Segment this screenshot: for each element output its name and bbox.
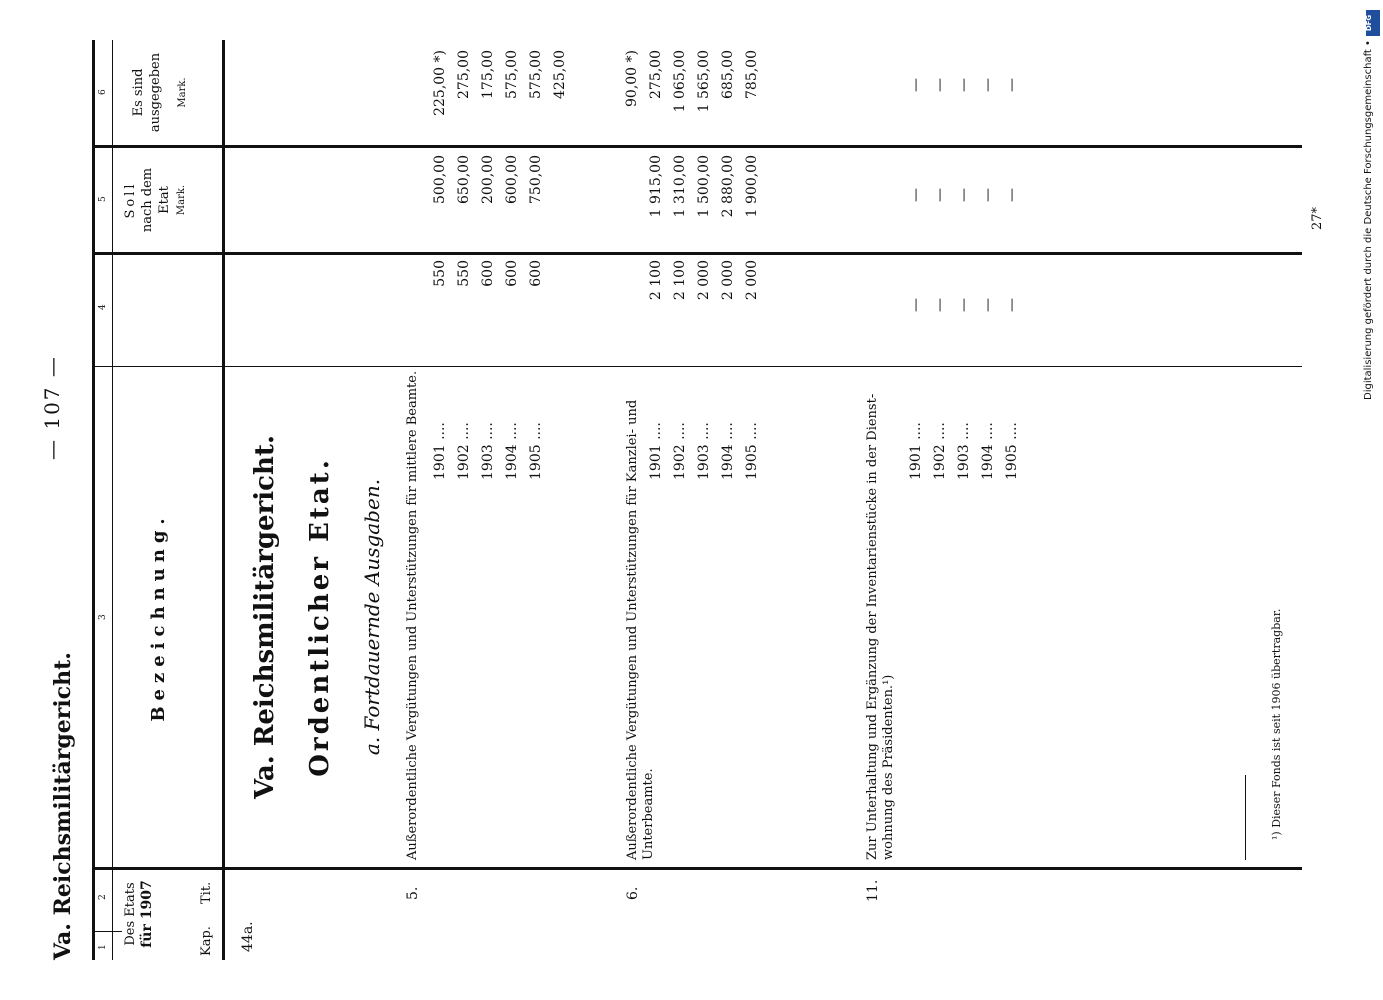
entry-11-row-4-soll: — bbox=[980, 298, 996, 312]
entry-5-row-3-reste: 175,00 bbox=[480, 50, 496, 99]
entry-6-row-4-reste: 1 565,00 bbox=[696, 50, 712, 113]
entry-11-row-2-ausgegeben: — bbox=[932, 188, 948, 202]
entry-11-description bbox=[865, 394, 897, 860]
entry-5-row-6-reste: 425,00 bbox=[552, 50, 568, 99]
entry-11-row-1-soll: — bbox=[908, 298, 924, 312]
header-ausgegeben-unit: Mark. bbox=[177, 77, 188, 108]
entry-6-row-1-reste: 90,00 *) bbox=[624, 50, 640, 107]
header-soll-unit: Mark. bbox=[176, 184, 187, 216]
header-ausgegeben-line2: ausgegeben bbox=[148, 52, 163, 133]
entry-6-row-3-ausgegeben: 1 310,00 bbox=[672, 155, 688, 218]
header-soll-line3: Etat bbox=[157, 186, 172, 214]
entry-11-row-2-year: 1902 .... bbox=[932, 422, 948, 480]
entry-11-row-4-reste: — bbox=[980, 78, 996, 92]
entry-11-row-3-ausgegeben: — bbox=[956, 188, 972, 202]
entry-6-row-2-soll: 2 100 bbox=[648, 260, 664, 301]
footnote-rule bbox=[1245, 775, 1246, 860]
entry-5-row-4-year: 1904 .... bbox=[504, 422, 520, 480]
entry-6-description-line1: Außerordentliche Vergütungen und Unterstützungen für Kanzlei- und bbox=[625, 399, 640, 860]
signature-mark: 27* bbox=[1310, 206, 1325, 230]
entry-5-row-5-soll: 600 bbox=[528, 260, 544, 287]
entry-5-row-1-year: 1901 .... bbox=[432, 422, 448, 480]
digitization-credit bbox=[1363, 8, 1381, 998]
entry-6-row-5-soll: 2 000 bbox=[720, 260, 736, 301]
header-des-etats-line2: für 1907 bbox=[139, 880, 155, 948]
chapter-title: Va. Reichsmilitärgericht. bbox=[250, 435, 280, 799]
colnum-rule bbox=[112, 40, 113, 960]
entry-5-row-2-reste: 275,00 bbox=[456, 50, 472, 99]
col-divider-1 bbox=[92, 931, 122, 932]
entry-6-row-3-reste: 1 065,00 bbox=[672, 50, 688, 113]
entry-6-row-3-soll: 2 100 bbox=[672, 260, 688, 301]
entry-6-row-4-ausgegeben: 1 500,00 bbox=[696, 155, 712, 218]
section-title: a. Fortdauernde Ausgaben. bbox=[360, 478, 384, 756]
entry-6-description-line2: Unterbeamte. bbox=[641, 768, 656, 860]
entry-5-row-4-soll: 600 bbox=[504, 260, 520, 287]
entry-11-row-4-ausgegeben: — bbox=[980, 188, 996, 202]
col-divider-4 bbox=[92, 252, 1302, 255]
entry-6-row-3-year: 1902 .... bbox=[672, 422, 688, 480]
entry-11-row-2-soll: — bbox=[932, 298, 948, 312]
entry-5-row-5-year: 1905 .... bbox=[528, 422, 544, 480]
entry-11-row-5-soll: — bbox=[1004, 298, 1020, 312]
page-number: — 107 — bbox=[40, 355, 64, 460]
entry-5-row-4-reste: 575,00 bbox=[504, 50, 520, 99]
entry-11-row-1-year: 1901 .... bbox=[908, 422, 924, 480]
entry-6-row-5-reste: 685,00 bbox=[720, 50, 736, 99]
entry-11-description-line2: wohnung des Präsidenten.¹) bbox=[881, 674, 896, 860]
header-bottom-rule bbox=[222, 40, 225, 960]
entry-11-row-3-year: 1903 .... bbox=[956, 422, 972, 480]
entry-6-row-5-year: 1904 .... bbox=[720, 422, 736, 480]
header-ausgegeben bbox=[130, 40, 191, 145]
entry-6-row-6-ausgegeben: 1 900,00 bbox=[744, 155, 760, 218]
entry-5-row-1-reste: 225,00 *) bbox=[432, 50, 448, 116]
header-des-etats bbox=[122, 870, 156, 958]
entry-5-description: Außerordentliche Vergütungen und Unterstützungen für mittlere Beamte. bbox=[405, 370, 420, 860]
footnote: ¹) Dieser Fonds ist seit 1906 übertragbar. bbox=[1270, 608, 1283, 840]
entry-11-description-line1: Zur Unterhaltung und Ergänzung der Inventarienstücke in der Dienst- bbox=[865, 393, 880, 860]
colnum-5: 5 bbox=[98, 196, 108, 202]
etat-title: Ordentlicher Etat. bbox=[305, 457, 335, 777]
entry-5-row-1-soll: 550 bbox=[432, 260, 448, 287]
entry-11-row-5-year: 1905 .... bbox=[1004, 422, 1020, 480]
entry-5-row-3-soll: 600 bbox=[480, 260, 496, 287]
colnum-2: 2 bbox=[98, 894, 108, 900]
entry-11-row-1-ausgegeben: — bbox=[908, 188, 924, 202]
entry-6-row-2-ausgegeben: 1 915,00 bbox=[648, 155, 664, 218]
header-soll-line1: Soll bbox=[123, 181, 138, 219]
entry-11-row-2-reste: — bbox=[932, 78, 948, 92]
entry-6-row-6-reste: 785,00 bbox=[744, 50, 760, 99]
entry-11-row-5-reste: — bbox=[1004, 78, 1020, 92]
header-soll-line2: nach dem bbox=[140, 167, 155, 233]
entry-11-row-5-ausgegeben: — bbox=[1004, 188, 1020, 202]
entry-6-row-4-soll: 2 000 bbox=[696, 260, 712, 301]
entry-6-row-6-year: 1905 .... bbox=[744, 422, 760, 480]
entry-6-row-5-ausgegeben: 2 880,00 bbox=[720, 155, 736, 218]
colnum-3: 3 bbox=[98, 614, 108, 620]
header-tit: Tit. bbox=[199, 881, 214, 904]
colnum-1: 1 bbox=[98, 944, 108, 950]
entry-11-row-3-soll: — bbox=[956, 298, 972, 312]
entry-6-row-4-year: 1903 .... bbox=[696, 422, 712, 480]
header-ausgegeben-line1: Es sind bbox=[131, 68, 146, 117]
entry-5-row-2-soll: 550 bbox=[456, 260, 472, 287]
credit-text: Digitalisierung gefördert durch die Deutsche Forschungsgemeinschaft • bbox=[1363, 40, 1374, 400]
entry-6-row-2-year: 1901 .... bbox=[648, 422, 664, 480]
entry-6-row-6-soll: 2 000 bbox=[744, 260, 760, 301]
kapitel-number: 44a. bbox=[240, 921, 256, 952]
colnum-6: 6 bbox=[98, 89, 108, 95]
dfg-logo: DFG bbox=[1366, 10, 1380, 36]
table-top-rule bbox=[92, 40, 95, 960]
entry-5-row-2-ausgegeben: 650,00 bbox=[456, 155, 472, 204]
col-divider-2 bbox=[92, 867, 1302, 870]
header-soll bbox=[122, 148, 190, 252]
running-head: Va. Reichsmilitärgericht. bbox=[50, 652, 76, 960]
col-divider-5 bbox=[92, 145, 1302, 148]
entry-11-titel: 11. bbox=[865, 879, 881, 902]
entry-5-row-4-ausgegeben: 600,00 bbox=[504, 155, 520, 204]
entry-5-row-1-ausgegeben: 500,00 bbox=[432, 155, 448, 204]
header-des-etats-line1: Des Etats bbox=[123, 882, 138, 946]
entry-11-row-1-reste: — bbox=[908, 78, 924, 92]
entry-5-row-2-year: 1902 .... bbox=[456, 422, 472, 480]
entry-5-titel: 5. bbox=[405, 886, 421, 900]
colnum-4: 4 bbox=[98, 304, 108, 310]
header-kap: Kap. bbox=[199, 926, 214, 956]
entry-11-row-3-reste: — bbox=[956, 78, 972, 92]
entry-5-row-5-ausgegeben: 750,00 bbox=[528, 155, 544, 204]
entry-5-row-3-year: 1903 .... bbox=[480, 422, 496, 480]
entry-6-row-2-reste: 275,00 bbox=[648, 50, 664, 99]
entry-5-row-5-reste: 575,00 bbox=[528, 50, 544, 99]
entry-11-row-4-year: 1904 .... bbox=[980, 422, 996, 480]
entry-5-row-3-ausgegeben: 200,00 bbox=[480, 155, 496, 204]
header-bezeichnung: Bezeichnung. bbox=[148, 512, 169, 722]
entry-6-titel: 6. bbox=[625, 886, 641, 900]
